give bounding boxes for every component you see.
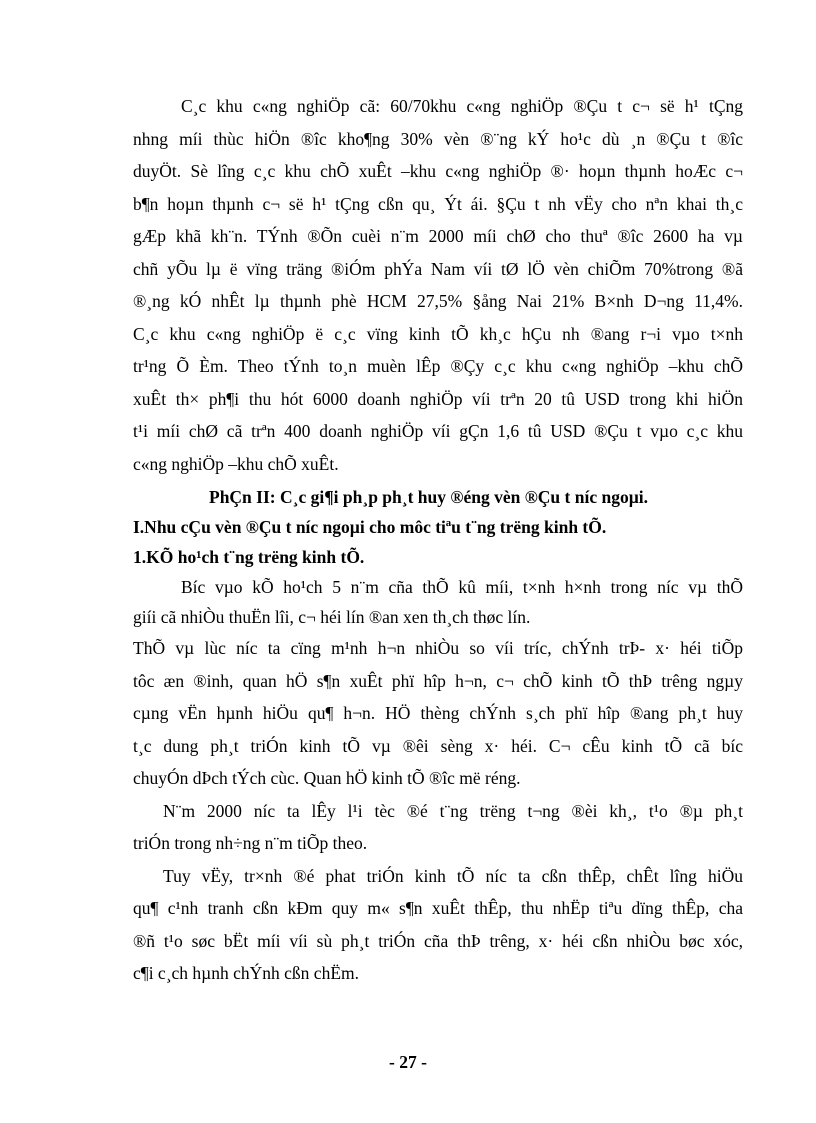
subsection-heading: 1.KÕ ho¹ch t¨ng trëng kinh tÕ.	[133, 547, 365, 567]
paragraph-line: tr¹ng Õ Èm. Theo tÝnh to¸n muèn lÊp ®Çy c¸c khu c«ng nghiÖp –khu chÕ	[133, 356, 743, 376]
paragraph-line: qu¶ c¹nh tranh cßn kÐm quy m« s¶n xuÊt thÊp, thu nhËp tiªu dïng thÊp, cha	[133, 898, 743, 918]
paragraph-line: ThÕ vµ lùc níc ta cïng m¹nh h¬n nhiÒu so víi tríc, chÝnh trÞ- x· héi tiÕp	[133, 638, 743, 658]
paragraph-year-2000	[133, 795, 743, 860]
page-content	[133, 90, 743, 990]
paragraph-line: Bíc vµo kÕ ho¹ch 5 n¨m cña thÕ kû míi, t×nh h×nh trong níc vµ thÕ	[181, 577, 743, 597]
paragraph-line: c«ng nghiÖp –khu chÕ xuÊt.	[133, 453, 339, 474]
paragraph-line: C¸c khu c«ng nghiÖp ë c¸c vïng kinh tÕ kh¸c hÇu nh ®ang r¬i vµo t×nh	[133, 323, 743, 344]
paragraph-line: ®¸ng kÓ nhÊt lµ thµnh phè HCM 27,5% §ång Nai 21% B×nh D¬ng 11,4%.	[133, 291, 743, 311]
paragraph-line: triÓn trong nh÷ng n¨m tiÕp theo.	[133, 833, 368, 853]
paragraph-line: tôc æn ®inh, quan hÖ s¶n xuÊt phï hîp h¬n, c¬ chÕ kinh tÕ thÞ trêng ngµy	[133, 670, 743, 691]
paragraph-development-level	[133, 860, 743, 990]
paragraph-line: chuyÓn dÞch tÝch cùc. Quan hÖ kinh tÕ ®îc më réng.	[133, 768, 521, 788]
page-number: - 27 -	[389, 1052, 427, 1072]
paragraph-line: C¸c khu c«ng nghiÖp cã: 60/70khu c«ng nghiÖp ®Çu t c¬ së h¹ tÇng	[181, 96, 743, 116]
paragraph-line: chñ yÕu lµ ë vïng träng ®iÓm phÝa Nam víi tØ lÖ vèn chiÕm 70%trong ®ã	[133, 258, 743, 279]
paragraph-line: b¶n hoµn thµnh c¬ së h¹ tÇng cßn qu¸ Ýt ái. §Çu t nh vËy cho nªn khai th¸c	[133, 193, 743, 214]
paragraph-line: xuÊt th× ph¶i thu hót 6000 doanh nghiÖp víi trªn 20 tû USD trong khi hiÖn	[133, 388, 743, 409]
paragraph-line: ®ñ t¹o søc bËt míi víi sù ph¸t triÓn cña thÞ trêng, x· héi cßn nhiÒu bøc xóc,	[133, 930, 743, 951]
paragraph-national-strength	[133, 632, 743, 795]
paragraph-line: Tuy vËy, tr×nh ®é phat triÓn kinh tÕ níc ta cßn thÊp, chÊt lîng hiÖu	[163, 865, 743, 886]
paragraph-line: t¸c dung ph¸t triÓn kinh tÕ vµ ®êi sèng x· héi. C¬ cÊu kinh tÕ cã bíc	[133, 735, 743, 756]
paragraph-line: gÆp khã kh¨n. TÝnh ®Õn cuèi n¨m 2000 míi chØ cho thuª ®îc 2600 ha vµ	[133, 226, 743, 246]
paragraph-line: t¹i míi chØ cã trªn 400 doanh nghiÖp víi gÇn 1,6 tû USD ®Çu t vµo c¸c khu	[133, 421, 743, 441]
paragraph-five-year-plan	[133, 572, 743, 632]
paragraph-industrial-zones	[133, 90, 743, 480]
paragraph-line: cµng vËn hµnh hiÖu qu¶ h¬n. HÖ thèng chÝnh s¸ch phï hîp ®ang ph¸t huy	[133, 703, 743, 723]
paragraph-line: c¶i c¸ch hµnh chÝnh cßn chËm.	[133, 963, 359, 983]
paragraph-line: giíi cã nhiÒu thuËn lîi, c¬ héi lín ®an xen th¸ch thøc lín.	[133, 607, 531, 627]
paragraph-line: N¨m 2000 níc ta lÊy l¹i tèc ®é t¨ng trëng t¬ng ®èi kh¸, t¹o ®µ ph¸t	[163, 800, 743, 821]
part-heading: PhÇn II: C¸c gi¶i ph¸p ph¸t huy ®éng vèn ®Çu t níc ngoµi.	[209, 487, 649, 507]
section-heading: I.Nhu cÇu vèn ®Çu t níc ngoµi cho môc tiªu t¨ng trëng kinh tÕ.	[133, 517, 607, 537]
paragraph-line: duyÖt. Sè lîng c¸c khu chÕ xuÊt –khu c«ng nghiÖp ®· hoµn thµnh hoÆc c¬	[133, 161, 743, 181]
paragraph-line: nhng míi thùc hiÖn ®îc kho¶ng 30% vèn ®¨ng kÝ ho¹c dù ¸n ®Çu t ®îc	[133, 128, 743, 149]
